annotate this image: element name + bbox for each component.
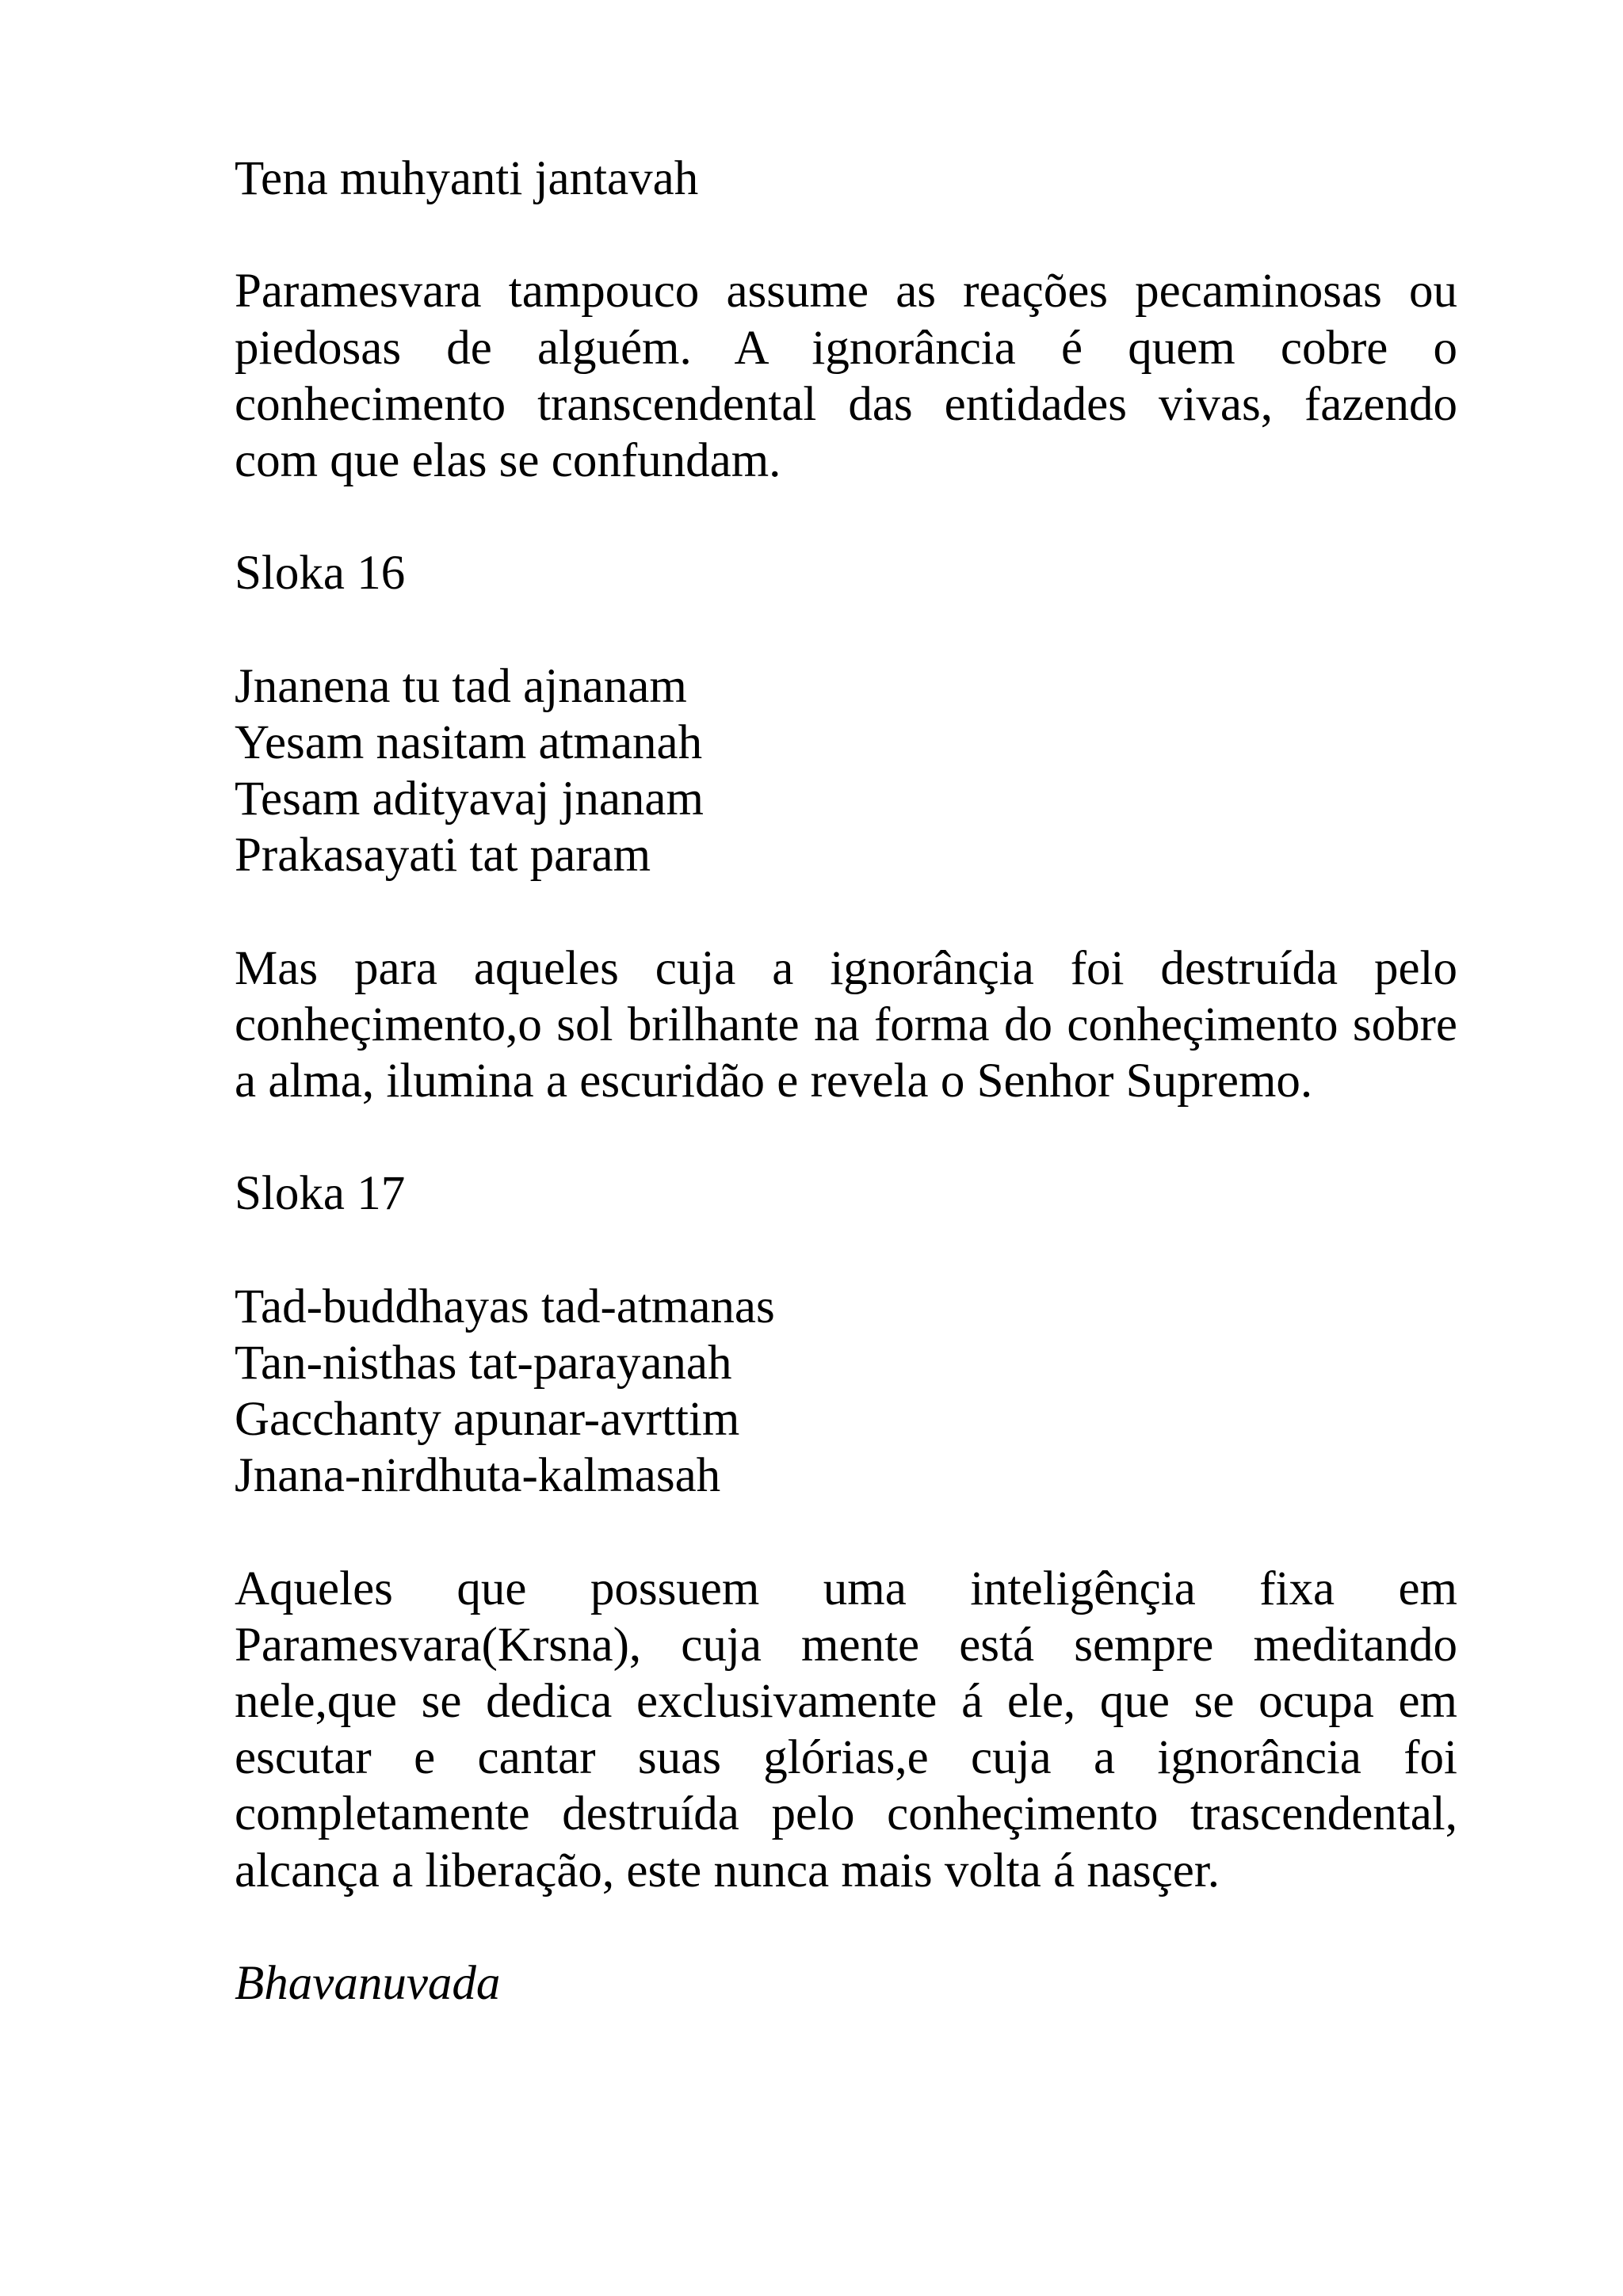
paragraph-line: escutar e cantar suas glórias,e cuja a ignorância foi — [235, 1731, 1457, 1785]
commentary-heading: Bhavanuvada — [235, 1957, 501, 2010]
sloka-16-heading-block — [235, 545, 1457, 601]
paragraph-line: Paramesvara(Krsna), cuja mente está sempre meditando — [235, 1618, 1457, 1672]
paragraph-line: a alma, ilumina a escuridão e revela o Senhor Supremo. — [235, 1055, 1313, 1108]
verse-line-block — [235, 151, 1457, 207]
verse-line: Tena muhyanti jantavah — [235, 152, 699, 205]
verse-line: Yesam nasitam atmanah — [235, 715, 703, 769]
translation-paragraph-17 — [235, 1561, 1457, 1899]
commentary-heading-block — [235, 1955, 1457, 2012]
verse-line: Tesam adityavaj jnanam — [235, 772, 704, 826]
sloka-heading: Sloka 16 — [235, 547, 406, 601]
sloka-17-heading-block — [235, 1165, 1457, 1222]
paragraph-line: conheçimento,o sol brilhante na forma do conheçimento sobre — [235, 997, 1457, 1051]
paragraph-line: Mas para aqueles cuja a ignorânçia foi destruída pelo — [235, 941, 1457, 995]
translation-paragraph-16 — [235, 940, 1457, 1110]
verse-line: Jnana-nirdhuta-kalmasah — [235, 1449, 721, 1503]
verse-line: Prakasayati tat param — [235, 829, 651, 883]
paragraph-line: conhecimento transcendental das entidades vivas, fazendo — [235, 377, 1457, 431]
translation-paragraph-15 — [235, 263, 1457, 489]
paragraph-line: nele,que se dedica exclusivamente á ele, que se ocupa em — [235, 1675, 1457, 1729]
verse-line: Tan-nisthas tat-parayanah — [235, 1336, 732, 1390]
paragraph-line: piedosas de alguém. A ignorância é quem cobre o — [235, 321, 1457, 375]
sloka-16-verse — [235, 658, 1457, 884]
verse-line: Gacchanty apunar-avrttim — [235, 1393, 740, 1447]
sloka-17-verse — [235, 1279, 1457, 1505]
paragraph-line: completamente destruída pelo conheçimento trascendental, — [235, 1787, 1457, 1841]
verse-line: Tad-buddhayas tad-atmanas — [235, 1280, 775, 1333]
paragraph-line: Paramesvara tampouco assume as reações pecaminosas ou — [235, 265, 1457, 318]
sloka-heading: Sloka 17 — [235, 1167, 406, 1221]
paragraph-line: com que elas se confundam. — [235, 433, 781, 487]
document-page — [235, 151, 1457, 2012]
verse-line: Jnanena tu tad ajnanam — [235, 659, 687, 713]
paragraph-line: alcança a liberação, este nunca mais volta á nasçer. — [235, 1844, 1220, 1897]
paragraph-line: Aqueles que possuem uma inteligênçia fixa em — [235, 1562, 1457, 1615]
